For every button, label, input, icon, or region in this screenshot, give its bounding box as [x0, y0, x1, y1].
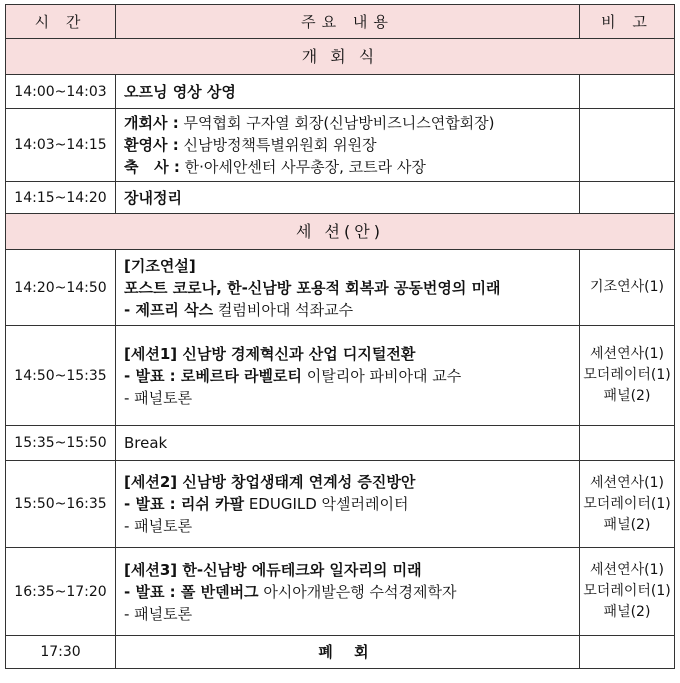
row-content: Break — [116, 426, 580, 461]
panel-line: - 패널토론 — [124, 517, 193, 535]
note-line: 모더레이터(1) — [583, 367, 671, 383]
table-row — [6, 426, 675, 461]
table-row — [6, 548, 675, 636]
note-line: 패널(2) — [603, 388, 651, 404]
row-time: 14:15~14:20 — [6, 182, 116, 214]
table-row — [6, 75, 675, 109]
line-label: 개회사 : — [124, 114, 179, 132]
row-note: 기조연사(1) — [580, 250, 675, 326]
row-note — [580, 182, 675, 214]
speaker-prefix: - 발표 : 폴 반덴버그 — [124, 582, 259, 601]
row-note — [580, 461, 675, 548]
note-line: 세션연사(1) — [590, 346, 664, 362]
row-content: 장내정리 — [116, 182, 580, 214]
row-time: 14:03~14:15 — [6, 109, 116, 182]
section-session-title: 세 션(안) — [6, 214, 675, 250]
table-row — [6, 250, 675, 326]
speaker-rest: 아시아개발은행 수석경제학자 — [258, 582, 457, 601]
line-label: 환영사 : — [124, 136, 179, 154]
row-note — [580, 109, 675, 182]
section-opening-title: 개 회 식 — [6, 39, 675, 75]
note-line: 모더레이터(1) — [583, 495, 671, 512]
line-text: 한·아세안센터 사무총장, 코트라 사장 — [179, 158, 426, 176]
session-subtitle: 포스트 코로나, 한-신남방 포용적 회복과 공동번영의 미래 — [124, 278, 501, 297]
session-title: [세션1] 신남방 경제혁신과 산업 디지털전환 — [124, 344, 416, 363]
line-text: 신남방정책특별위원회 위원장 — [178, 136, 377, 154]
row-time: 14:20~14:50 — [6, 250, 116, 326]
line-text: 무역협회 구자열 회장(신남방비즈니스연합회장) — [178, 114, 495, 132]
row-note — [580, 636, 675, 669]
speaker-rest: 이탈리아 파비아대 교수 — [302, 366, 462, 385]
row-content: 오프닝 영상 상영 — [116, 75, 580, 109]
row-content — [116, 109, 580, 182]
speaker-rest: EDUGILD 악셀러레이터 — [244, 495, 409, 513]
panel-line: - 패널토론 — [124, 604, 193, 623]
row-time: 15:35~15:50 — [6, 426, 116, 461]
table-row — [6, 182, 675, 214]
header-time: 시 간 — [6, 5, 116, 39]
line-label: 축 사 : — [124, 158, 180, 176]
row-time: 17:30 — [6, 636, 116, 669]
header-note: 비 고 — [580, 5, 675, 39]
row-time: 14:50~15:35 — [6, 326, 116, 426]
section-session-row — [6, 214, 675, 250]
panel-line: - 패널토론 — [124, 388, 193, 407]
table-row — [6, 636, 675, 669]
session-title: [기조연설] — [124, 256, 196, 275]
speaker-prefix: - 발표 : 로베르타 라벨로티 — [124, 366, 303, 385]
table-row — [6, 326, 675, 426]
row-content — [116, 250, 580, 326]
note-line: 패널(2) — [603, 516, 651, 533]
row-content — [116, 548, 580, 636]
row-content — [116, 326, 580, 426]
speaker-prefix: - 제프리 삭스 — [124, 300, 214, 319]
note-line: 패널(2) — [603, 604, 651, 620]
session-title: [세션3] 한-신남방 에듀테크와 일자리의 미래 — [124, 560, 422, 579]
note-line: 세션연사(1) — [590, 562, 664, 578]
note-line: 세션연사(1) — [590, 474, 664, 491]
header-row — [6, 5, 675, 39]
row-note — [580, 75, 675, 109]
table-row — [6, 461, 675, 548]
speaker-prefix: - 발표 : 리쉬 카팔 — [124, 495, 245, 513]
header-content: 주요 내용 — [116, 5, 580, 39]
row-note — [580, 426, 675, 461]
session-title: [세션2] 신남방 창업생태계 연계성 증진방안 — [124, 473, 416, 491]
row-note — [580, 326, 675, 426]
speaker-rest: 컬럼비아대 석좌교수 — [213, 300, 354, 319]
row-time: 15:50~16:35 — [6, 461, 116, 548]
row-note — [580, 548, 675, 636]
row-content — [116, 461, 580, 548]
table-row — [6, 109, 675, 182]
row-time: 14:00~14:03 — [6, 75, 116, 109]
row-time: 16:35~17:20 — [6, 548, 116, 636]
row-content: 폐 회 — [116, 636, 580, 669]
agenda-table — [5, 4, 675, 669]
section-opening-row — [6, 39, 675, 75]
note-line: 모더레이터(1) — [583, 583, 671, 599]
